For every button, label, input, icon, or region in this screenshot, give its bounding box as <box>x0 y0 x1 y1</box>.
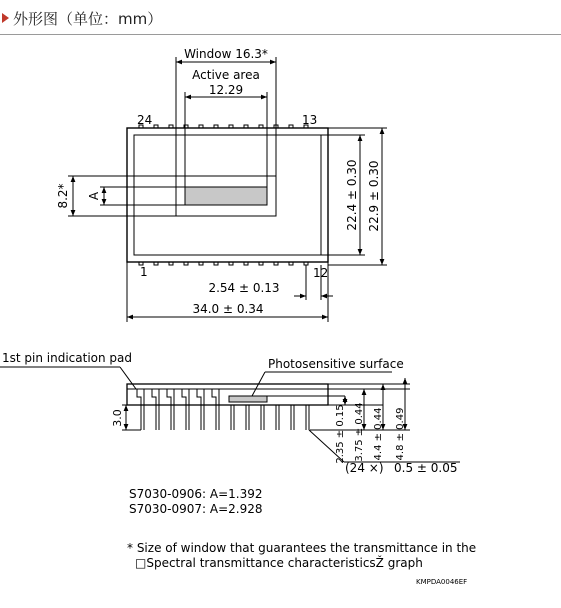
dim-229-label: 22.9 ± 0.30 <box>367 160 381 232</box>
pin-pad-label: 1st pin indication pad <box>2 351 133 365</box>
section-title: 外形图（单位：mm） <box>13 10 163 28</box>
side-view <box>0 367 460 462</box>
pin-13-label: 13 <box>302 113 318 127</box>
length-label: 34.0 ± 0.34 <box>192 302 264 316</box>
figure-code: KMPDA0046EF <box>416 578 468 586</box>
pin-width-label: 0.5 ± 0.05 <box>394 461 458 475</box>
pin-1-label: 1 <box>140 265 148 279</box>
window-dim-label: Window 16.3* <box>184 47 268 61</box>
dim-30-label: 3.0 <box>111 409 124 427</box>
pin-count-label: (24 ×) <box>345 461 384 475</box>
dim-82-label: 8.2* <box>56 183 70 209</box>
photosensitive-label: Photosensitive surface <box>268 357 404 371</box>
side-pins <box>137 389 309 430</box>
dim-235-label: 2.35 ± 0.15 <box>335 404 346 464</box>
active-area-label: Active area <box>192 68 260 82</box>
pitch-label: 2.54 ± 0.13 <box>208 281 280 295</box>
model-line-2: S7030-0907: A=2.928 <box>129 502 263 516</box>
footnote-line-1: * Size of window that guarantees the transmittance in the <box>127 541 477 555</box>
footnote-line-2: □Spectral transmittance characteristicsŽ graph <box>135 556 423 570</box>
side-body-outline <box>127 384 328 405</box>
model-line-1: S7030-0906: A=1.392 <box>129 487 263 501</box>
active-area-dim-label: 12.29 <box>208 83 244 97</box>
dim-a-label: A <box>87 191 101 201</box>
pin-24-label: 24 <box>137 113 153 127</box>
dim-44-label: 4.4 ± 0.44 <box>373 407 384 461</box>
dim-224-label: 22.4 ± 0.30 <box>345 159 359 231</box>
pin-12-label: 12 <box>313 266 329 280</box>
active-area <box>185 187 267 205</box>
dim-375-label: 3.75 ± 0.44 <box>354 402 365 462</box>
photosensitive-surface <box>229 396 267 402</box>
dim-48-label: 4.8 ± 0.49 <box>395 407 406 461</box>
